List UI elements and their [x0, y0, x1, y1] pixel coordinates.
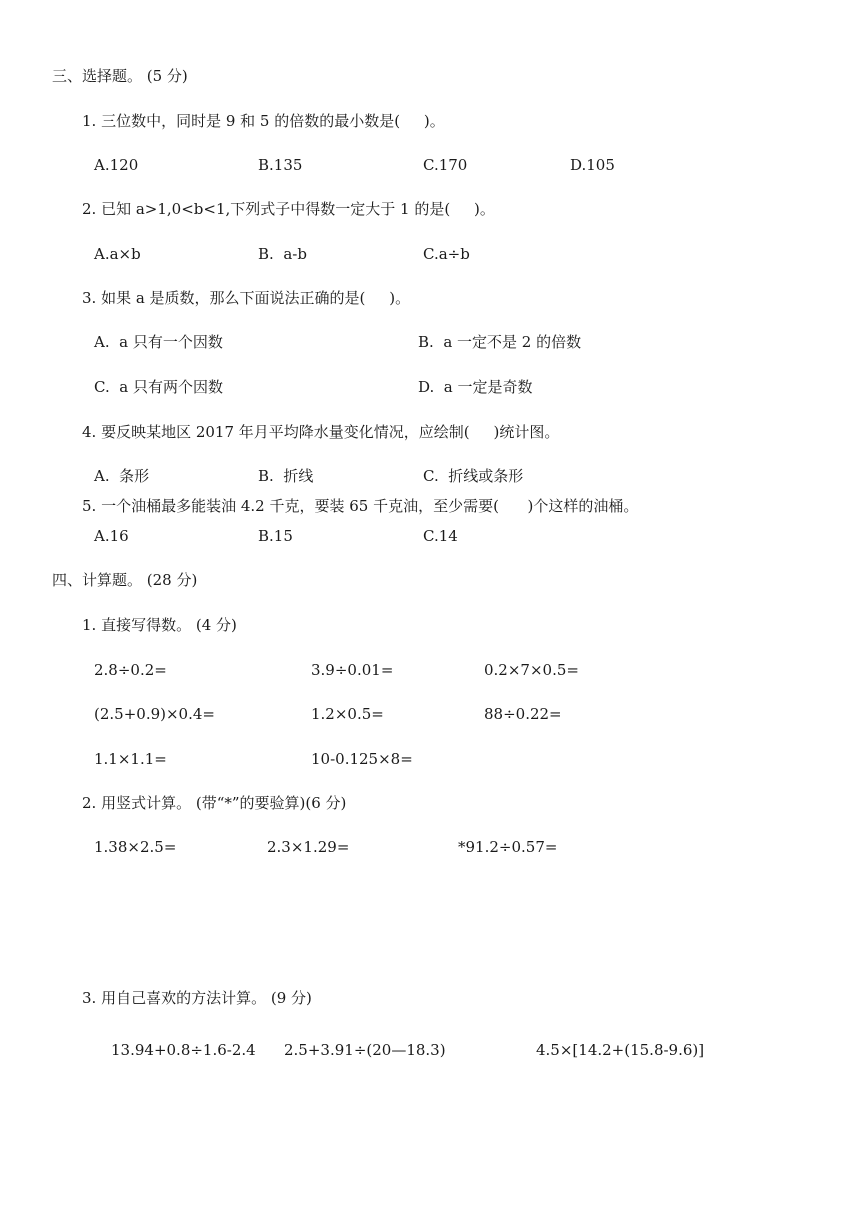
question-4: 4. 要反映某地区 2017 年月平均降水量变化情况，应绘制( )统计图。	[82, 423, 560, 441]
calc-item: 10-0.125×8=	[311, 750, 413, 768]
option-b: B. 折线	[258, 467, 314, 485]
option-a: A. a 只有一个因数	[94, 333, 223, 351]
calc-item: 13.94+0.8÷1.6-2.4	[111, 1041, 256, 1059]
section-heading-choice: 三、选择题。 (5 分)	[52, 67, 188, 85]
calc-item: 3.9÷0.01=	[311, 661, 394, 679]
option-a: A.16	[94, 527, 129, 545]
subquestion-2-title: 2. 用竖式计算。 (带“*”的要验算)(6 分)	[82, 794, 347, 812]
question-5: 5. 一个油桶最多能装油 4.2 千克，要装 65 千克油，至少需要( )个这样的油桶。	[82, 497, 639, 515]
option-b: B.135	[258, 156, 303, 174]
option-c: C. a 只有两个因数	[94, 378, 223, 396]
option-a: A.a×b	[94, 245, 141, 263]
question-3: 3. 如果 a 是质数，那么下面说法正确的是( )。	[82, 289, 411, 307]
option-c: C.a÷b	[423, 245, 470, 263]
subquestion-1-title: 1. 直接写得数。 (4 分)	[82, 616, 237, 634]
calc-item: 88÷0.22=	[484, 705, 562, 723]
subquestion-3-title: 3. 用自己喜欢的方法计算。 (9 分)	[82, 989, 312, 1007]
option-b: B. a-b	[258, 245, 307, 263]
calc-item: *91.2÷0.57=	[458, 838, 558, 856]
option-a: A. 条形	[94, 467, 150, 485]
calc-item: 1.38×2.5=	[94, 838, 177, 856]
option-b: B.15	[258, 527, 293, 545]
calc-item: 1.2×0.5=	[311, 705, 384, 723]
option-c: C.14	[423, 527, 458, 545]
calc-item: 0.2×7×0.5=	[484, 661, 579, 679]
calc-item: (2.5+0.9)×0.4=	[94, 705, 215, 723]
option-d: D. a 一定是奇数	[418, 378, 533, 396]
calc-item: 2.3×1.29=	[267, 838, 350, 856]
option-b: B. a 一定不是 2 的倍数	[418, 333, 582, 351]
calc-item: 2.5+3.91÷(20—18.3)	[284, 1041, 446, 1059]
section-heading-calculation: 四、计算题。 (28 分)	[52, 571, 198, 589]
calc-item: 2.8÷0.2=	[94, 661, 167, 679]
question-1: 1. 三位数中，同时是 9 和 5 的倍数的最小数是( )。	[82, 112, 445, 130]
question-2: 2. 已知 a>1,0<b<1,下列式子中得数一定大于 1 的是( )。	[82, 200, 495, 218]
option-c: C.170	[423, 156, 468, 174]
option-d: D.105	[570, 156, 615, 174]
calc-item: 4.5×[14.2+(15.8-9.6)]	[536, 1041, 705, 1059]
calc-item: 1.1×1.1=	[94, 750, 167, 768]
option-c: C. 折线或条形	[423, 467, 524, 485]
option-a: A.120	[94, 156, 139, 174]
